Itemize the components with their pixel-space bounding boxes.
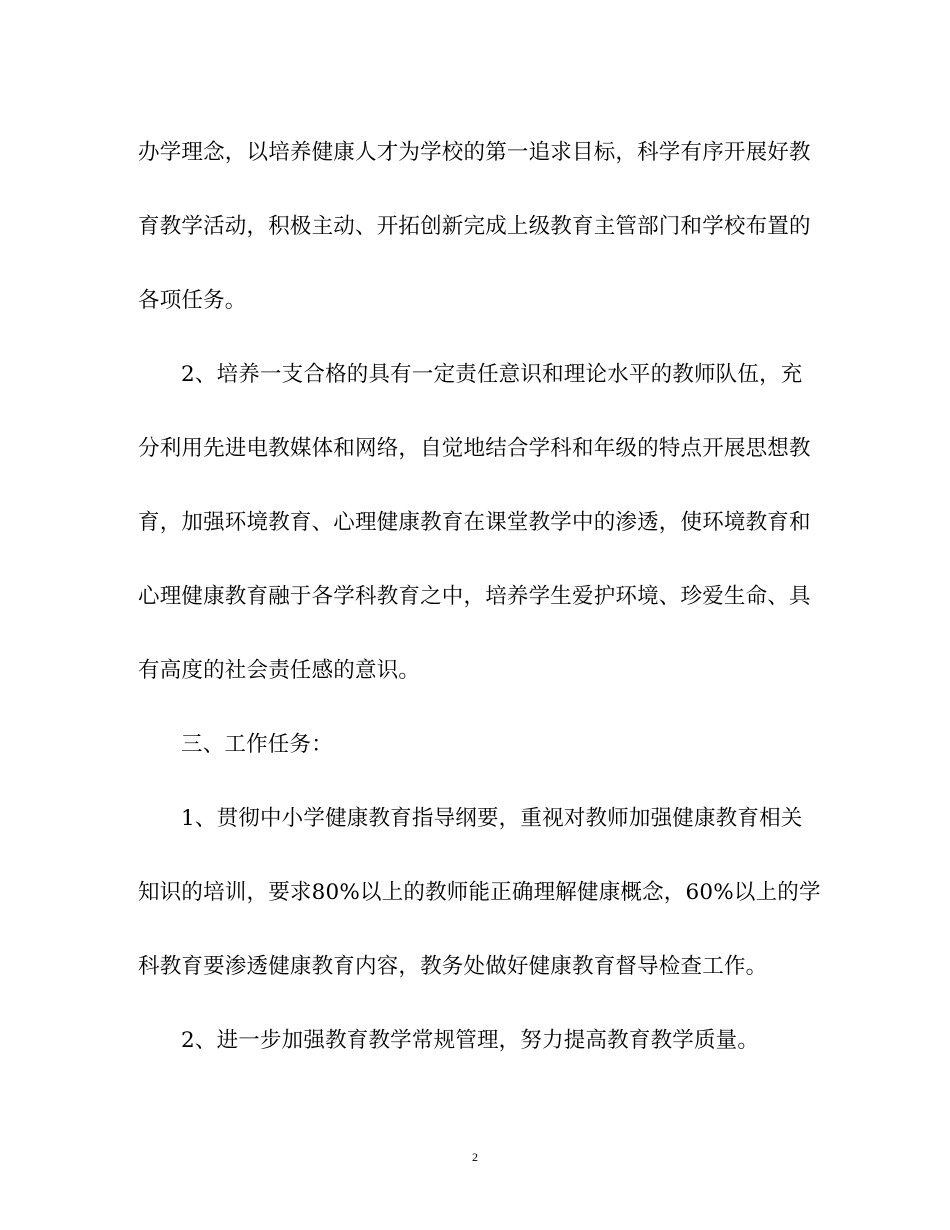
text-line: 心理健康教育融于各学科教育之中，培养学生爱护环境、珍爱生命、具	[138, 584, 811, 609]
text-line: 办学理念，以培养健康人才为学校的第一追求目标，科学有序开展好教	[138, 140, 811, 165]
text-line: 育教学活动，积极主动、开拓创新完成上级教育主管部门和学校布置的	[138, 214, 811, 239]
section-heading: 三、工作任务：	[181, 732, 333, 757]
text-line: 育，加强环境教育、心理健康教育在课堂教学中的渗透，使环境教育和	[138, 510, 811, 535]
paragraph-start-line: 2、进一步加强教育教学常规管理，努力提高教育教学质量。	[181, 1028, 760, 1053]
text-line: 有高度的社会责任感的意识。	[138, 658, 421, 683]
page-number: 2	[472, 1150, 478, 1164]
paragraph-start-line: 2、培养一支合格的具有一定责任意识和理论水平的教师队伍，充	[181, 362, 803, 387]
text-line: 科教育要渗透健康教育内容，教务处做好健康教育督导检查工作。	[138, 954, 768, 979]
paragraph-start-line: 1、贯彻中小学健康教育指导纲要，重视对教师加强健康教育相关	[181, 806, 803, 831]
text-line: 分利用先进电教媒体和网络，自觉地结合学科和年级的特点开展思想教	[138, 436, 811, 461]
text-line: 知识的培训，要求80%以上的教师能正确理解健康概念，60%以上的学	[138, 880, 821, 905]
text-line: 各项任务。	[138, 288, 247, 313]
